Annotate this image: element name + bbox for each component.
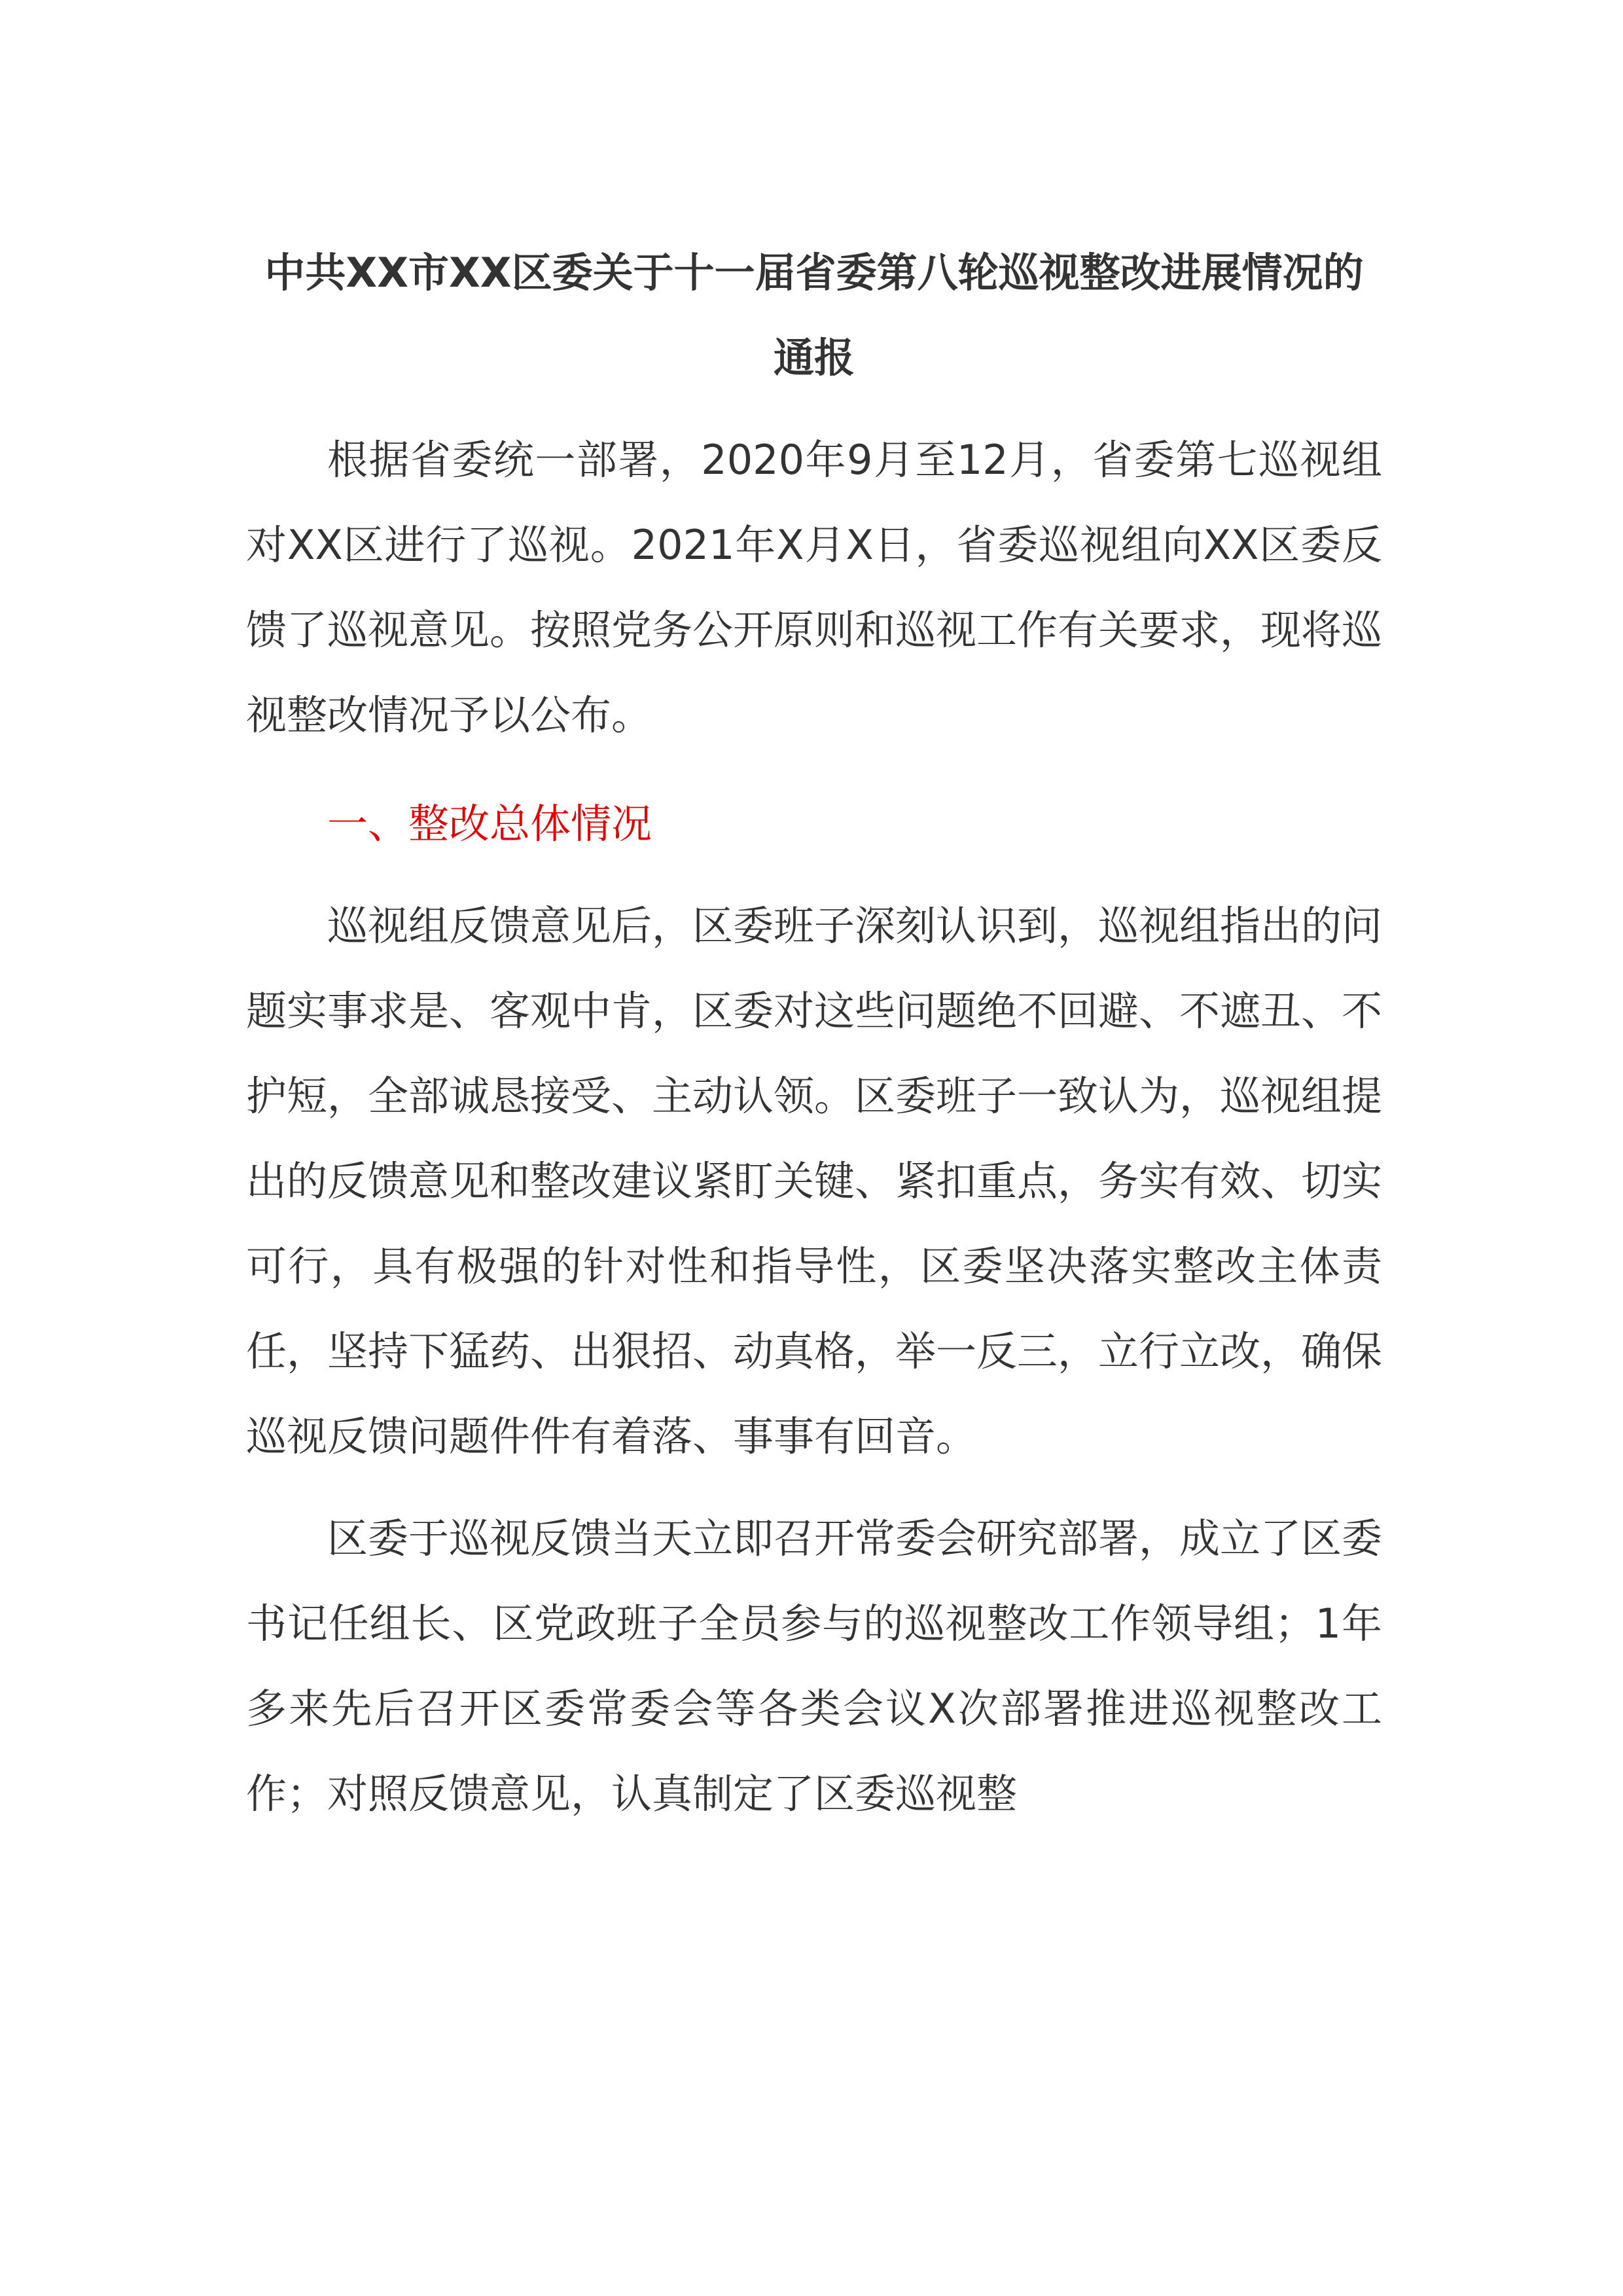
section-paragraph-2: 区委于巡视反馈当天立即召开常委会研究部署，成立了区委书记任组长、区党政班子全员参与的巡视整改工作领导组；1年多来先后召开区委常委会等各类会议X次部署推进巡视整改工作；对照反馈意见，认真制定了区委巡视整	[246, 1515, 1383, 1818]
document-body	[246, 230, 1382, 1837]
section-heading: 一、整改总体情况	[327, 800, 652, 848]
document-title: 中共XX市XX区委关于十一届省委第八轮巡视整改进展情况的通报	[264, 249, 1364, 382]
intro-paragraph: 根据省委统一部署，2020年9月至12月，省委第七巡视组对XX区进行了巡视。2021年X月X日，省委巡视组向XX区委反馈了巡视意见。按照党务公开原则和巡视工作有关要求，现将巡视整改情况予以公布。	[246, 436, 1383, 739]
section-paragraph-1: 巡视组反馈意见后，区委班子深刻认识到，巡视组指出的问题实事求是、客观中肯，区委对这些问题绝不回避、不遮丑、不护短，全部诚恳接受、主动认领。区委班子一致认为，巡视组提出的反馈意见和整改建议紧盯关键、紧扣重点，务实有效、切实可行，具有极强的针对性和指导性，区委坚决落实整改主体责任，坚持下猛药、出狠招、动真格，举一反三，立行立改，确保巡视反馈问题件件有着落、事事有回音。	[246, 902, 1383, 1460]
